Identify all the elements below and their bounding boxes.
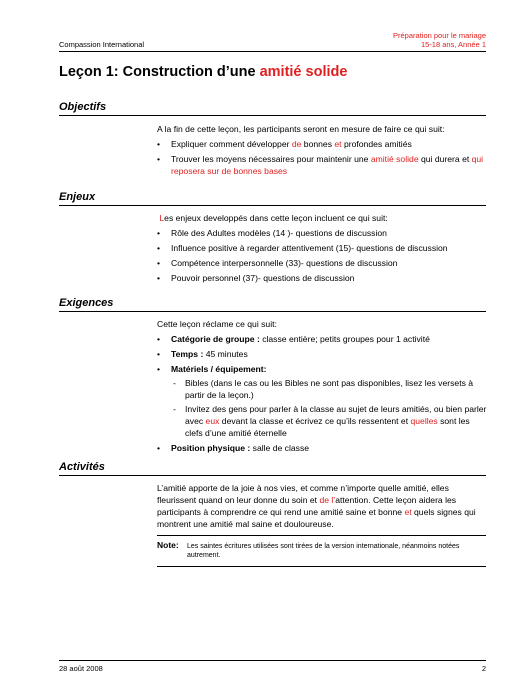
enjeux-intro: [157, 212, 487, 224]
lesson-title: [59, 64, 347, 80]
dash-icon: -: [173, 378, 176, 388]
list-item: [157, 153, 487, 177]
text-run: Expliquer comment développer: [171, 139, 292, 149]
item-value: classe entière; petits groupes pour 1 activité: [259, 334, 430, 344]
section-heading-objectifs: Objectifs: [59, 101, 107, 113]
text-run: quels signes qui montrent une amitié mal saine et douloureuse.: [157, 507, 476, 529]
list-item: [157, 348, 487, 360]
text-run-red: quelles: [410, 416, 438, 426]
text-run-red: eux: [205, 416, 220, 426]
list-item-text: Rôle des Adultes modèles (14 )- questions de discussion: [171, 228, 387, 238]
text-run-red: de: [291, 139, 302, 149]
section-heading-activites: Activités: [59, 461, 105, 473]
list-item-text: Pouvoir personnel (37)- questions de discussion: [171, 273, 355, 283]
bullet-icon: •: [157, 334, 161, 344]
objectifs-intro: A la fin de cette leçon, les participants seront en mesure de faire ce qui suit:: [157, 124, 445, 134]
bullet-icon: •: [157, 364, 161, 374]
section-body-enjeux: [157, 212, 487, 284]
section-rule-exigences: [59, 311, 486, 312]
bullet-icon: •: [157, 443, 161, 453]
item-value: 45 minutes: [203, 349, 248, 359]
note-rule-top: [157, 535, 486, 536]
section-body-activites: [157, 482, 487, 530]
footer-date: 28 août 2008: [59, 664, 103, 673]
list-item: [157, 257, 487, 269]
item-label: Position physique :: [171, 443, 251, 453]
list-item: [157, 227, 487, 239]
header-course: [393, 31, 486, 49]
text-run-red: de l’: [319, 495, 336, 505]
text-run: qui durera et: [418, 154, 472, 164]
exigences-intro: Cette leçon réclame ce qui suit:: [157, 319, 277, 329]
text-run-red: qui reposera sur de bonnes bases: [171, 154, 484, 176]
exigences-list: [157, 333, 487, 454]
objectifs-list: [157, 138, 487, 177]
bullet-icon: •: [157, 258, 161, 268]
materials-list: [171, 377, 487, 439]
section-body-objectifs: [157, 123, 487, 177]
list-item: [171, 403, 487, 439]
text-run: attention. Cette leçon aidera les participants à comprendre ce qui rend une amitié saine et bonne: [157, 495, 457, 517]
text-run-red: et: [334, 139, 342, 149]
item-label: Temps :: [171, 349, 204, 359]
section-rule-activites: [59, 475, 486, 476]
section-body-exigences: [157, 318, 487, 454]
list-item: [157, 272, 487, 284]
bullet-icon: •: [157, 139, 161, 149]
activites-paragraph: [157, 482, 487, 530]
list-item: [157, 442, 487, 454]
text-run: bonnes: [301, 139, 335, 149]
text-run-red: et: [404, 507, 412, 517]
list-item: [157, 333, 487, 345]
section-rule-objectifs: [59, 115, 486, 116]
header-course-line1: Préparation pour le mariage: [393, 31, 486, 40]
item-label: Catégorie de groupe :: [171, 334, 260, 344]
bullet-icon: •: [157, 228, 161, 238]
dash-icon: -: [173, 404, 176, 414]
list-item: [157, 242, 487, 254]
text-run: Invitez des gens pour parler à la classe au sujet de leurs amitiés, ou bien parler avec: [185, 404, 487, 426]
section-heading-enjeux: Enjeux: [59, 191, 96, 203]
text-run: es enjeux developpés dans cette leçon incluent ce qui suit:: [164, 213, 388, 223]
section-heading-exigences: Exigences: [59, 297, 114, 309]
list-item-text: Compétence interpersonnelle (33)- questions de discussion: [171, 258, 398, 268]
list-item: [171, 377, 487, 401]
footer-page-number: 2: [481, 664, 486, 673]
list-item: [157, 363, 487, 439]
header-rule: [59, 51, 486, 52]
text-run: Trouver les moyens nécessaires pour maintenir une: [171, 154, 371, 164]
text-run: devant la classe et écrivez ce qu’ils ressentent et: [219, 416, 411, 426]
text-run-red: amitié solide: [370, 154, 419, 164]
text-run: profondes amitiés: [341, 139, 412, 149]
note-rule-bottom: [157, 566, 486, 567]
footer-rule: [59, 660, 486, 661]
note-label: Note:: [157, 540, 179, 550]
lesson-title-prefix: Leçon 1: Construction d’une: [59, 64, 260, 80]
header-course-line2: 15-18 ans, Année 1: [420, 40, 486, 49]
bullet-icon: •: [157, 273, 161, 283]
bullet-icon: •: [157, 243, 161, 253]
list-item-text: Bibles (dans le cas ou les Bibles ne sont pas disponibles, lisez les versets à partir de la leçon.): [185, 378, 474, 400]
item-value: salle de classe: [250, 443, 310, 453]
list-item-text: Influence positive à regarder attentivement (15)- questions de discussion: [171, 243, 448, 253]
note-text: Les saintes écritures utilisées sont tirées de la version internationale, néanmoins notées autrement.: [187, 543, 460, 559]
text-run-red: L: [159, 213, 165, 223]
lesson-title-highlight: amitié solide: [259, 64, 348, 80]
header-org: Compassion International: [59, 40, 145, 49]
item-label: Matériels / équipement:: [171, 364, 267, 374]
bullet-icon: •: [157, 154, 161, 164]
text-run: L’amitié apporte de la joie à nos vies, et comme n’importe quelle amitié, elles fleurissent quand on leur donne du soin et: [157, 483, 449, 505]
enjeux-list: [157, 227, 487, 284]
bullet-icon: •: [157, 349, 161, 359]
list-item: [157, 138, 487, 150]
text-run: sont les clefs d’une amitié éternelle: [185, 416, 470, 438]
section-rule-enjeux: [59, 205, 486, 206]
